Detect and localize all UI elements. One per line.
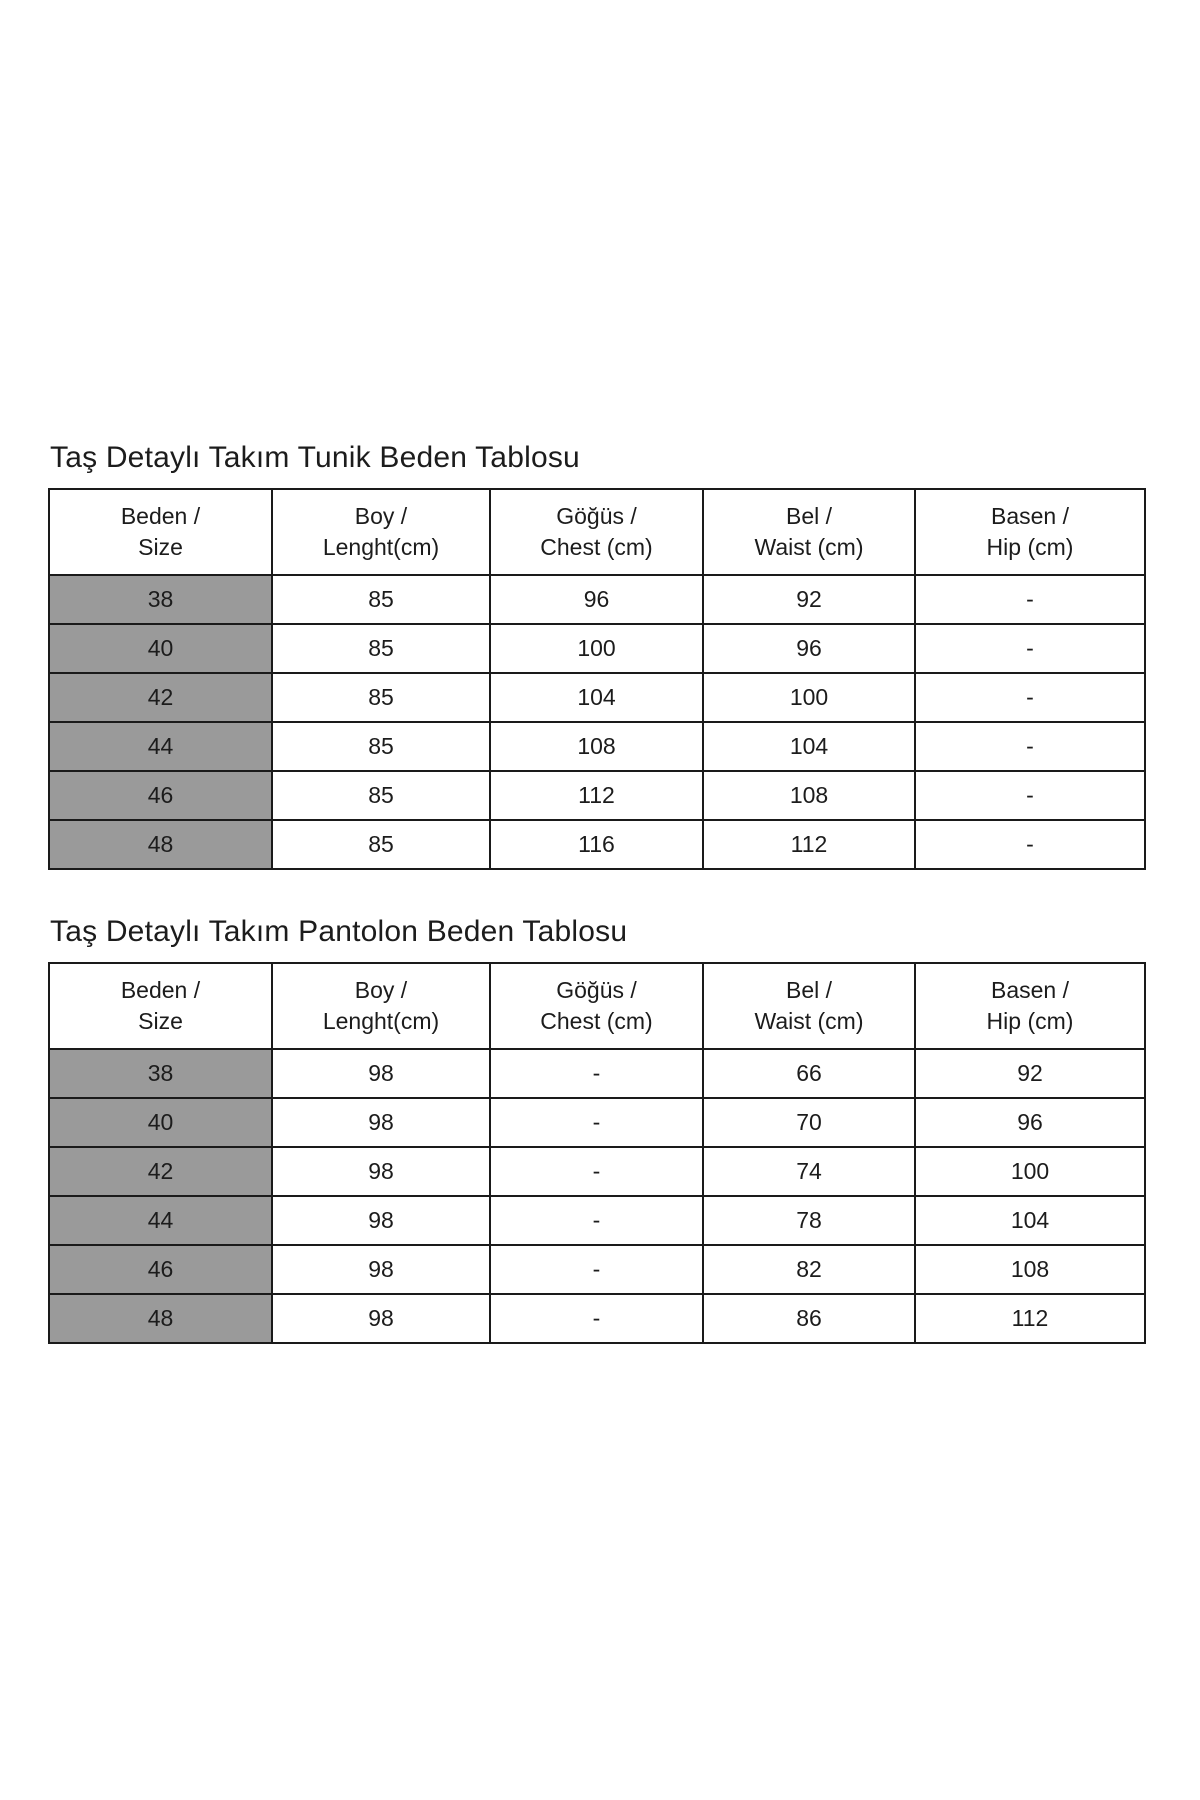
cell-size: 42 (49, 673, 272, 722)
cell-chest: - (490, 1098, 703, 1147)
column-header-size-line2: Size (138, 1008, 183, 1034)
column-header-waist (703, 489, 915, 575)
column-header-hip-line2: Hip (cm) (986, 534, 1074, 560)
cell-chest: - (490, 1196, 703, 1245)
cell-length: 98 (272, 1245, 490, 1294)
cell-hip: 112 (915, 1294, 1145, 1343)
cell-hip: - (915, 673, 1145, 722)
cell-hip: - (915, 722, 1145, 771)
cell-size: 40 (49, 624, 272, 673)
cell-chest: 96 (490, 575, 703, 624)
column-header-chest-line1: Göğüs / (556, 976, 637, 1003)
table-header-row (49, 489, 1145, 575)
trousers-size-table-block (48, 914, 1152, 1344)
column-header-length-line1: Boy / (354, 976, 408, 1003)
column-header-chest (490, 963, 703, 1049)
table-row (49, 1098, 1145, 1147)
column-header-waist-line1: Bel / (785, 976, 833, 1003)
cell-hip: 92 (915, 1049, 1145, 1098)
column-header-hip-line1: Basen / (991, 502, 1069, 529)
trousers-table-title: Taş Detaylı Takım Pantolon Beden Tablosu (50, 915, 628, 948)
cell-hip: 108 (915, 1245, 1145, 1294)
column-header-chest-line1: Göğüs / (556, 502, 637, 529)
cell-size: 48 (49, 1294, 272, 1343)
column-header-chest-line2: Chest (cm) (540, 1008, 653, 1034)
cell-hip: - (915, 624, 1145, 673)
cell-size: 38 (49, 575, 272, 624)
table-row (49, 575, 1145, 624)
column-header-length-line2: Lenght(cm) (322, 534, 440, 560)
cell-length: 85 (272, 575, 490, 624)
cell-waist: 82 (703, 1245, 915, 1294)
column-header-length (272, 963, 490, 1049)
cell-waist: 112 (703, 820, 915, 869)
tunic-table-title: Taş Detaylı Takım Tunik Beden Tablosu (50, 441, 580, 474)
cell-chest: 104 (490, 673, 703, 722)
table-row (49, 820, 1145, 869)
cell-waist: 100 (703, 673, 915, 722)
table-row (49, 1294, 1145, 1343)
cell-chest: 108 (490, 722, 703, 771)
table-row (49, 624, 1145, 673)
table-row (49, 1245, 1145, 1294)
cell-chest: - (490, 1294, 703, 1343)
cell-waist: 86 (703, 1294, 915, 1343)
cell-waist: 78 (703, 1196, 915, 1245)
tunic-size-table (48, 488, 1146, 870)
column-header-hip-line1: Basen / (991, 976, 1069, 1003)
cell-size: 46 (49, 1245, 272, 1294)
cell-length: 85 (272, 722, 490, 771)
column-header-size-line2: Size (138, 534, 183, 560)
cell-size: 48 (49, 820, 272, 869)
cell-chest: 100 (490, 624, 703, 673)
cell-hip: 96 (915, 1098, 1145, 1147)
cell-hip: - (915, 771, 1145, 820)
table-row (49, 771, 1145, 820)
column-header-size (49, 963, 272, 1049)
tunic-size-table-block (48, 440, 1152, 870)
cell-waist: 108 (703, 771, 915, 820)
cell-waist: 66 (703, 1049, 915, 1098)
cell-length: 98 (272, 1196, 490, 1245)
column-header-length-line1: Boy / (354, 502, 408, 529)
cell-length: 85 (272, 673, 490, 722)
table-row (49, 1049, 1145, 1098)
cell-length: 98 (272, 1098, 490, 1147)
cell-chest: - (490, 1147, 703, 1196)
column-header-hip (915, 489, 1145, 575)
cell-hip: - (915, 820, 1145, 869)
cell-chest: - (490, 1049, 703, 1098)
column-header-length (272, 489, 490, 575)
cell-size: 44 (49, 722, 272, 771)
table-row (49, 722, 1145, 771)
column-header-chest-line2: Chest (cm) (540, 534, 653, 560)
table-row (49, 1147, 1145, 1196)
size-chart-content (48, 440, 1152, 1388)
cell-size: 44 (49, 1196, 272, 1245)
cell-length: 98 (272, 1147, 490, 1196)
column-header-chest (490, 489, 703, 575)
column-header-waist (703, 963, 915, 1049)
cell-waist: 92 (703, 575, 915, 624)
cell-size: 46 (49, 771, 272, 820)
column-header-waist-line2: Waist (cm) (754, 1008, 864, 1034)
cell-waist: 96 (703, 624, 915, 673)
column-header-size (49, 489, 272, 575)
cell-chest: 116 (490, 820, 703, 869)
cell-chest: 112 (490, 771, 703, 820)
cell-length: 85 (272, 820, 490, 869)
cell-hip: 104 (915, 1196, 1145, 1245)
cell-size: 40 (49, 1098, 272, 1147)
cell-waist: 70 (703, 1098, 915, 1147)
cell-hip: - (915, 575, 1145, 624)
table-row (49, 1196, 1145, 1245)
column-header-hip (915, 963, 1145, 1049)
table-row (49, 673, 1145, 722)
cell-size: 38 (49, 1049, 272, 1098)
cell-hip: 100 (915, 1147, 1145, 1196)
column-header-size-line1: Beden / (120, 976, 201, 1003)
column-header-waist-line1: Bel / (785, 502, 833, 529)
cell-length: 85 (272, 771, 490, 820)
cell-length: 98 (272, 1049, 490, 1098)
cell-size: 42 (49, 1147, 272, 1196)
table-header-row (49, 963, 1145, 1049)
cell-waist: 74 (703, 1147, 915, 1196)
trousers-size-table (48, 962, 1146, 1344)
column-header-hip-line2: Hip (cm) (986, 1008, 1074, 1034)
column-header-waist-line2: Waist (cm) (754, 534, 864, 560)
cell-waist: 104 (703, 722, 915, 771)
cell-chest: - (490, 1245, 703, 1294)
cell-length: 98 (272, 1294, 490, 1343)
cell-length: 85 (272, 624, 490, 673)
column-header-size-line1: Beden / (120, 502, 201, 529)
column-header-length-line2: Lenght(cm) (322, 1008, 440, 1034)
